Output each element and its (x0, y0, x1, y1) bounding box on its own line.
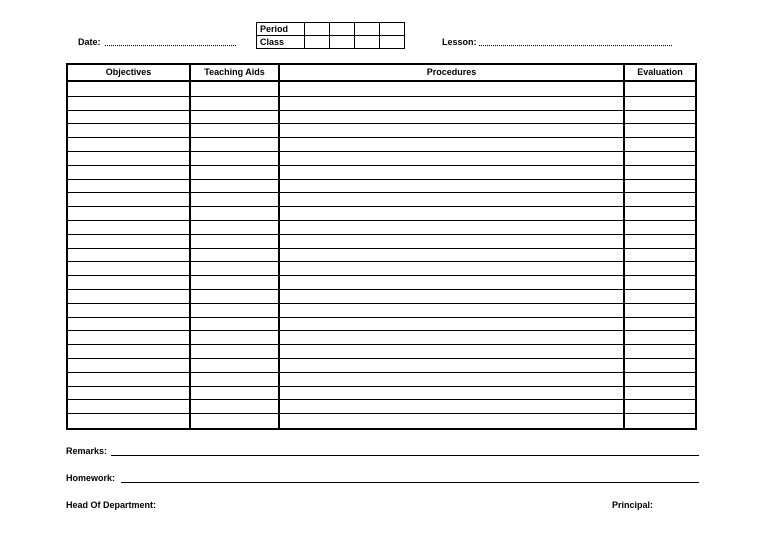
column-rows[interactable] (68, 82, 189, 428)
row-line (625, 206, 695, 207)
row-line (68, 330, 189, 331)
row-line (191, 344, 278, 345)
row-line (625, 303, 695, 304)
period-cell-1[interactable] (305, 23, 330, 36)
row-line (280, 179, 623, 180)
row-line (280, 137, 623, 138)
row-line (280, 358, 623, 359)
period-label: Period (257, 23, 305, 36)
row-line (68, 151, 189, 152)
row-line (191, 192, 278, 193)
row-line (625, 399, 695, 400)
row-line (625, 165, 695, 166)
row-line (68, 372, 189, 373)
period-cell-3[interactable] (355, 23, 380, 36)
row-line (625, 386, 695, 387)
row-line (191, 275, 278, 276)
row-line (191, 137, 278, 138)
homework-field[interactable] (121, 482, 699, 483)
row-line (625, 330, 695, 331)
row-line (191, 386, 278, 387)
row-line (191, 289, 278, 290)
class-cell-2[interactable] (330, 36, 355, 49)
remarks-label: Remarks: (66, 446, 108, 456)
row-line (191, 165, 278, 166)
column-header-teaching-aids: Teaching Aids (191, 65, 278, 82)
row-line (68, 303, 189, 304)
column-evaluation (623, 65, 695, 428)
column-header-evaluation: Evaluation (625, 65, 695, 82)
row-line (68, 358, 189, 359)
column-procedures (278, 65, 623, 428)
row-line (191, 96, 278, 97)
row-line (68, 220, 189, 221)
row-line (280, 372, 623, 373)
row-line (625, 248, 695, 249)
row-line (68, 289, 189, 290)
row-line (191, 220, 278, 221)
row-line (191, 179, 278, 180)
row-line (68, 344, 189, 345)
row-line (280, 303, 623, 304)
column-header-objectives: Objectives (68, 65, 189, 82)
period-cell-4[interactable] (380, 23, 405, 36)
row-line (280, 261, 623, 262)
row-line (280, 248, 623, 249)
row-line (280, 289, 623, 290)
row-line (68, 275, 189, 276)
row-line (280, 413, 623, 414)
column-rows[interactable] (625, 82, 695, 428)
row-line (625, 220, 695, 221)
row-line (280, 123, 623, 124)
class-cell-4[interactable] (380, 36, 405, 49)
row-line (625, 344, 695, 345)
row-line (625, 261, 695, 262)
row-line (68, 165, 189, 166)
row-line (280, 386, 623, 387)
row-line (625, 289, 695, 290)
row-line (625, 275, 695, 276)
row-line (191, 248, 278, 249)
period-class-box (256, 22, 405, 49)
row-line (191, 330, 278, 331)
row-line (68, 261, 189, 262)
row-line (625, 137, 695, 138)
row-line (280, 151, 623, 152)
row-line (280, 110, 623, 111)
row-line (191, 303, 278, 304)
row-line (191, 261, 278, 262)
column-teaching-aids (189, 65, 278, 428)
row-line (625, 372, 695, 373)
row-line (191, 413, 278, 414)
row-line (68, 179, 189, 180)
row-line (280, 220, 623, 221)
row-line (68, 413, 189, 414)
remarks-field[interactable] (111, 455, 699, 456)
class-label: Class (257, 36, 305, 49)
row-line (68, 96, 189, 97)
row-line (191, 234, 278, 235)
row-line (191, 399, 278, 400)
row-line (191, 358, 278, 359)
row-line (280, 96, 623, 97)
row-line (68, 399, 189, 400)
row-line (625, 110, 695, 111)
row-line (280, 234, 623, 235)
row-line (625, 151, 695, 152)
row-line (625, 413, 695, 414)
row-line (280, 317, 623, 318)
row-line (280, 330, 623, 331)
row-line (625, 192, 695, 193)
row-line (625, 123, 695, 124)
row-line (191, 317, 278, 318)
row-line (68, 137, 189, 138)
row-line (68, 123, 189, 124)
row-line (280, 275, 623, 276)
row-line (280, 192, 623, 193)
row-line (191, 206, 278, 207)
row-line (191, 123, 278, 124)
row-line (68, 192, 189, 193)
class-cell-1[interactable] (305, 36, 330, 49)
date-label: Date: (78, 37, 101, 47)
principal-label: Principal: (612, 500, 654, 510)
row-line (280, 399, 623, 400)
row-line (68, 248, 189, 249)
column-header-procedures: Procedures (280, 65, 623, 82)
homework-label: Homework: (66, 473, 116, 483)
row-line (68, 317, 189, 318)
column-rows[interactable] (191, 82, 278, 428)
row-line (625, 179, 695, 180)
period-cell-2[interactable] (330, 23, 355, 36)
row-line (68, 110, 189, 111)
lesson-field[interactable] (479, 45, 672, 46)
lesson-label: Lesson: (442, 37, 477, 47)
row-line (625, 317, 695, 318)
column-rows[interactable] (280, 82, 623, 428)
row-line (68, 206, 189, 207)
date-field[interactable] (105, 45, 236, 46)
head-of-department-label: Head Of Department: (66, 500, 157, 510)
row-line (191, 372, 278, 373)
row-line (280, 344, 623, 345)
row-line (625, 358, 695, 359)
lesson-plan-table (66, 63, 697, 430)
row-line (625, 234, 695, 235)
row-line (191, 151, 278, 152)
column-objectives (68, 65, 189, 428)
row-line (280, 165, 623, 166)
class-cell-3[interactable] (355, 36, 380, 49)
row-line (625, 96, 695, 97)
row-line (68, 386, 189, 387)
row-line (280, 206, 623, 207)
row-line (68, 234, 189, 235)
row-line (191, 110, 278, 111)
